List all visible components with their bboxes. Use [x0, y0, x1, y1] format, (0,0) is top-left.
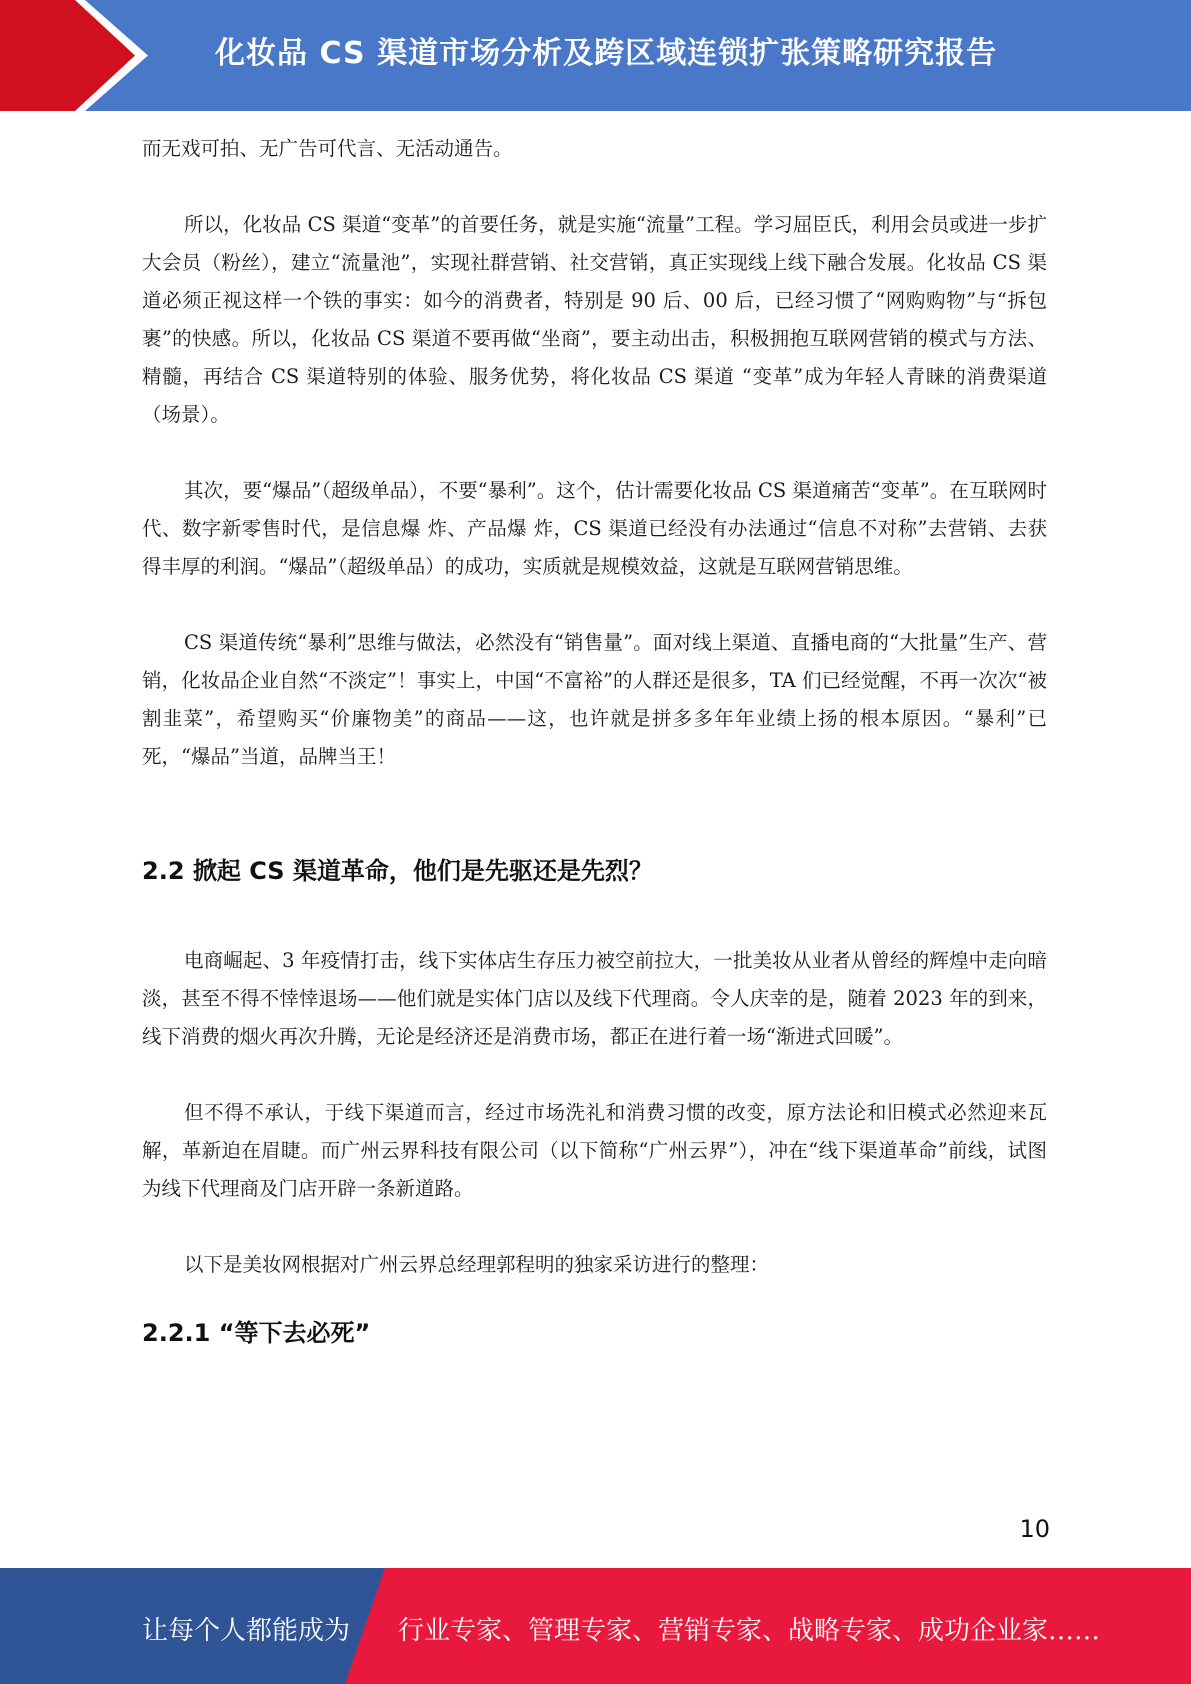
- report-title: 化妆品 CS 渠道市场分析及跨区域连锁扩张策略研究报告: [215, 36, 998, 71]
- document-body: [142, 130, 1047, 1352]
- paragraph: 其次，要“爆品”（超级单品），不要“暴利”。这个，估计需要化妆品 CS 渠道痛苦“变革”。在互联网时代、数字新零售时代，是信息爆 炸、产品爆 炸，CS 渠道已经没有办法通过“信息不对称”去营销、去获得丰厚的利润。“爆品”（超级单品）的成功，实质就是规模效益，这就是互联网营销思维。: [142, 479, 1047, 578]
- page-number: 10: [1019, 1515, 1050, 1543]
- paragraph: 但不得不承认，于线下渠道而言，经过市场洗礼和消费习惯的改变，原方法论和旧模式必然迎来瓦解，革新迫在眉睫。而广州云界科技有限公司（以下简称“广州云界”），冲在“线下渠道革命”前线，试图为线下代理商及门店开辟一条新道路。: [142, 1101, 1047, 1200]
- paragraph: CS 渠道传统“暴利”思维与做法，必然没有“销售量”。面对线上渠道、直播电商的“大批量”生产、营销，化妆品企业自然“不淡定”！事实上，中国“不富裕”的人群还是很多，TA 们已经觉醒，不再一次次“被割韭菜”，希望购买“价廉物美”的商品——这，也许就是拼多多年年业绩上扬的根本原因。“暴利”已死，“爆品”当道，品牌当王！: [142, 631, 1047, 768]
- footer-slogan-left: 让每个人都能成为: [142, 1616, 351, 1646]
- paragraph: 电商崛起、3 年疫情打击，线下实体店生存压力被空前拉大，一批美妆从业者从曾经的辉煌中走向暗淡，甚至不得不悻悻退场——他们就是实体门店以及线下代理商。令人庆幸的是，随着 2023 年的到来，线下消费的烟火再次升腾，无论是经济还是消费市场，都正在进行着一场“渐进式回暖”。: [142, 949, 1047, 1048]
- footer-banner: [0, 1568, 1191, 1684]
- section-heading: 2.2 掀起 CS 渠道革命，他们是先驱还是先烈？: [142, 857, 653, 885]
- paragraph: 以下是美妆网根据对广州云界总经理郭程明的独家采访进行的整理：: [184, 1253, 770, 1276]
- paragraph: 所以，化妆品 CS 渠道“变革”的首要任务，就是实施“流量”工程。学习屈臣氏，利用会员或进一步扩大会员（粉丝），建立“流量池”，实现社群营销、社交营销，真正实现线上线下融合发展。化妆品 CS 渠道必须正视这样一个铁的事实：如今的消费者，特别是 90 后、00 后，已经习惯了“网购购物”与“拆包裹”的快感。所以，化妆品 CS 渠道不要再做“坐商”，要主动出击，积极拥抱互联网营销的模式与方法、精髓，再结合 CS 渠道特别的体验、服务优势，将化妆品 CS 渠道 “变革”成为年轻人青睐的消费渠道（场景）。: [142, 213, 1047, 426]
- paragraph: 而无戏可拍、无广告可代言、无活动通告。: [142, 137, 513, 160]
- header-banner: [0, 0, 1191, 111]
- subsection-heading: 2.2.1 “等下去必死”: [142, 1319, 371, 1347]
- header-red-arrow: [0, 0, 150, 111]
- footer-slogan-right: 行业专家、管理专家、营销专家、战略专家、成功企业家……: [398, 1616, 1101, 1646]
